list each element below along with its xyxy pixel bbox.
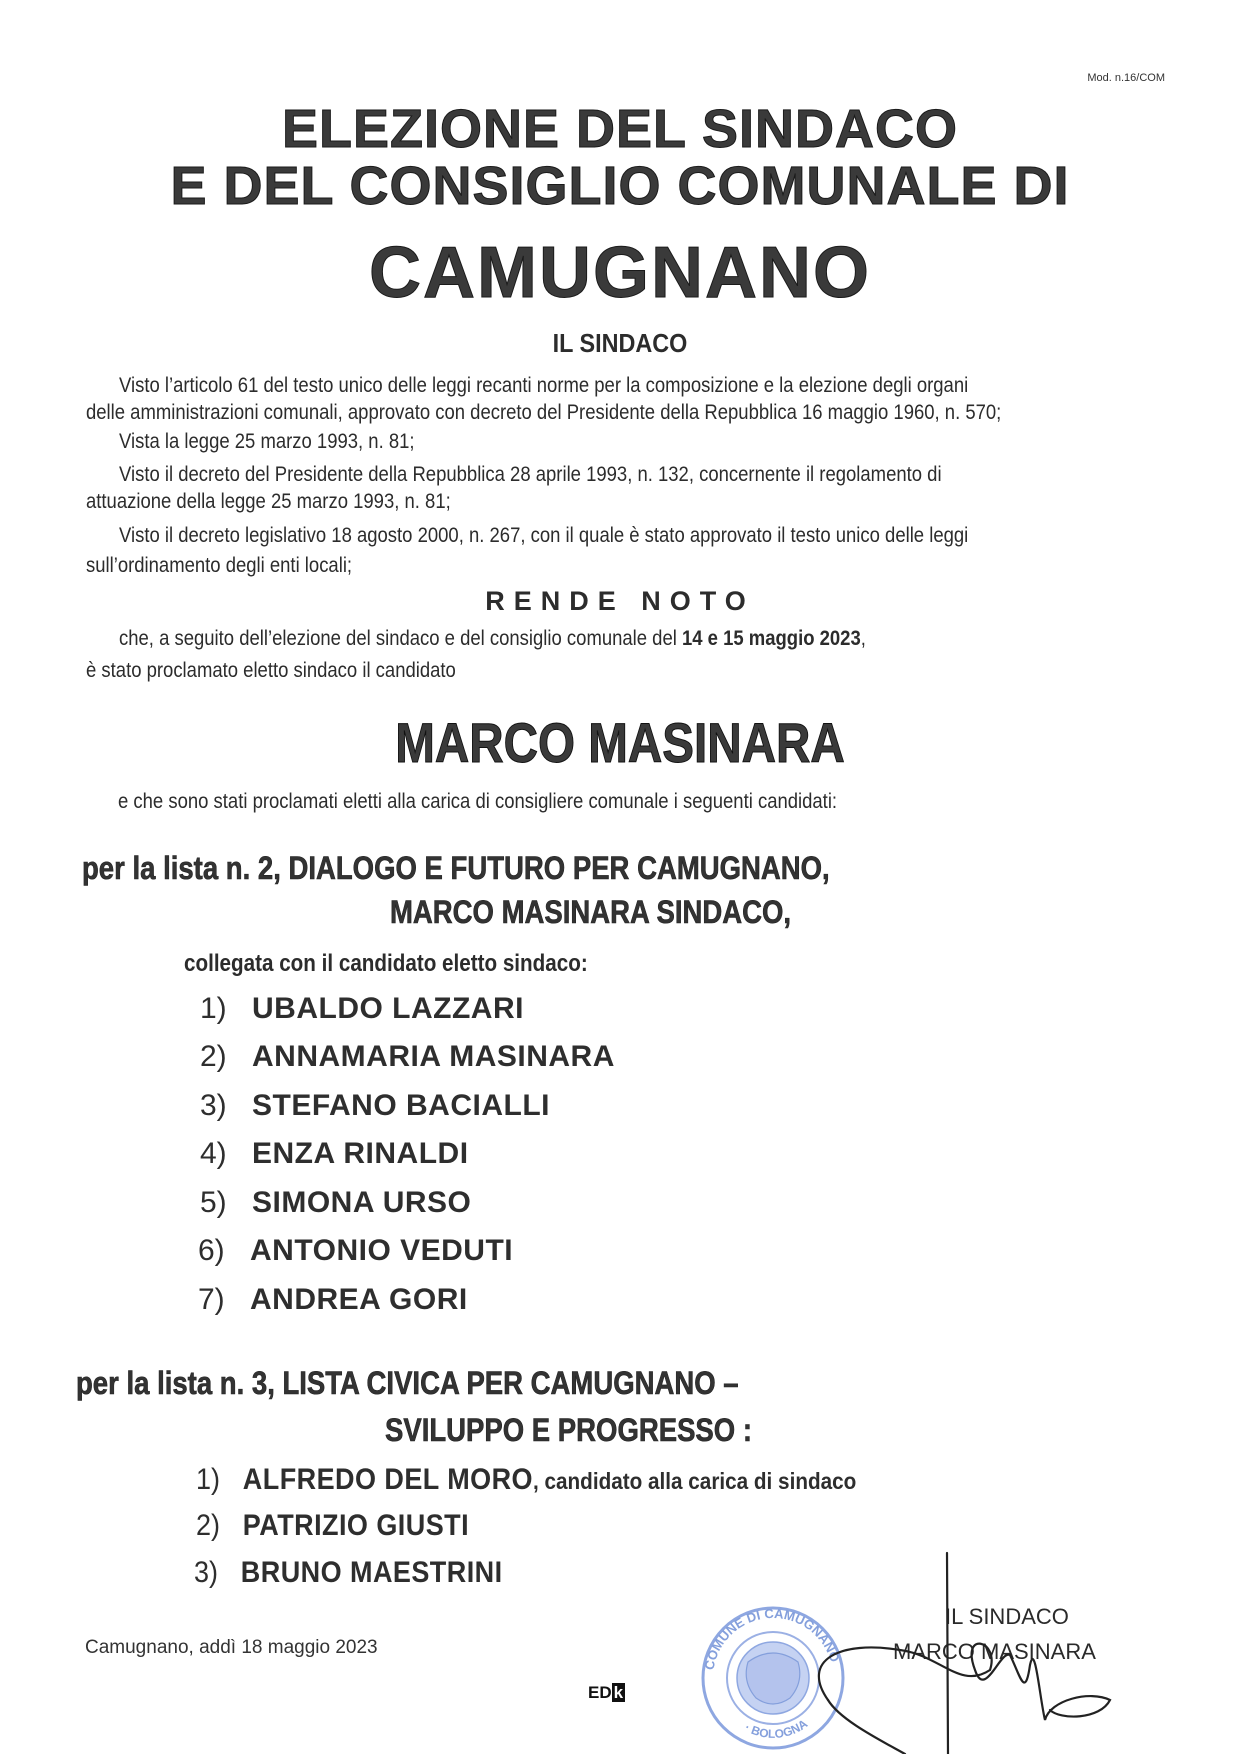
candidate-number: 1) <box>196 1463 221 1496</box>
candidate-row <box>200 1137 469 1171</box>
candidate-name: SIMONA URSO <box>252 1186 472 1219</box>
printer-logo-mark: k <box>613 1683 624 1702</box>
candidate-name: ENZA RINALDI <box>252 1137 469 1170</box>
preamble-line: attuazione della legge 25 marzo 1993, n. 81; <box>86 490 451 513</box>
preamble-line: Visto il decreto legislativo 18 agosto 2000, n. 267, con il quale è stato approvato il testo unico delle leggi <box>119 524 969 547</box>
candidate-number: 4) <box>200 1137 227 1170</box>
form-code: Mod. n.16/COM <box>1087 72 1165 84</box>
svg-text:· BOLOGNA: · BOLOGNA <box>742 1716 811 1742</box>
list-3-name-line-2: SVILUPPO E PROGRESSO : <box>385 1412 753 1448</box>
candidate-number: 3) <box>200 1089 227 1122</box>
candidate-number: 3) <box>194 1556 219 1589</box>
candidate-number: 2) <box>200 1040 227 1073</box>
councillors-intro: e che sono stati proclamati eletti alla carica di consigliere comunale i seguenti candidati: <box>118 790 838 813</box>
place-and-date: Camugnano, addì 18 maggio 2023 <box>85 1637 378 1658</box>
preamble-line: delle amministrazioni comunali, approvato con decreto del Presidente della Repubblica 16 maggio 1960, n. 570; <box>86 401 1002 424</box>
candidate-row <box>200 1186 471 1220</box>
candidate-row <box>200 1089 550 1123</box>
candidate-number: 2) <box>196 1509 221 1542</box>
candidate-name: ALFREDO DEL MORO <box>242 1463 534 1496</box>
candidate-row <box>198 1283 468 1317</box>
candidate-number: 5) <box>200 1186 227 1219</box>
preamble-line: Vista la legge 25 marzo 1993, n. 81; <box>119 430 415 453</box>
candidate-note: , candidato alla carica di sindaco <box>533 1468 857 1494</box>
announcement-line-2: è stato proclamato eletto sindaco il candidato <box>86 659 456 682</box>
preamble-line: Visto l’articolo 61 del testo unico delle leggi recanti norme per la composizione e la elezione degli organi <box>119 374 969 397</box>
election-dates: 14 e 15 maggio 2023 <box>681 627 861 650</box>
candidate-row <box>200 1040 615 1074</box>
candidate-number: 6) <box>198 1234 225 1267</box>
candidate-name: PATRIZIO GIUSTI <box>242 1509 470 1542</box>
title-line-1: ELEZIONE DEL SINDACO <box>281 99 959 159</box>
candidate-name: BRUNO MAESTRINI <box>240 1556 503 1589</box>
candidate-number: 7) <box>198 1283 225 1316</box>
list-2-prefix: per la lista n. 2, <box>82 850 289 886</box>
candidate-name: ANTONIO VEDUTI <box>250 1234 514 1267</box>
list-3-name-line-1: LISTA CIVICA PER CAMUGNANO – <box>282 1365 739 1401</box>
list-3-prefix: per la lista n. 3, <box>76 1365 283 1401</box>
municipality-name: CAMUGNANO <box>369 233 871 313</box>
list-2-name-line-1: DIALOGO E FUTURO PER CAMUGNANO, <box>288 850 830 886</box>
announcement-line-1 <box>119 627 866 651</box>
title-line-2: E DEL CONSIGLIO COMUNALE DI <box>170 156 1070 216</box>
candidate-row <box>196 1509 469 1543</box>
issuer-heading: IL SINDACO <box>552 328 688 358</box>
candidate-row <box>198 1234 513 1268</box>
announcement-comma: , <box>860 627 866 650</box>
candidate-name: ANNAMARIA MASINARA <box>252 1040 615 1073</box>
list-2-subheading: collegata con il candidato eletto sindaco: <box>184 950 588 977</box>
printer-logo <box>588 1683 625 1703</box>
list-2-heading <box>82 850 830 887</box>
preamble-line: sull’ordinamento degli enti locali; <box>86 554 353 577</box>
candidate-name: STEFANO BACIALLI <box>252 1089 550 1122</box>
preamble-line: Visto il decreto del Presidente della Repubblica 28 aprile 1993, n. 132, concernente il regolamento di <box>119 463 942 486</box>
svg-text:COMUNE DI CAMUGNANO: COMUNE DI CAMUGNANO <box>701 1605 843 1672</box>
candidate-number: 1) <box>200 992 227 1025</box>
candidate-row <box>200 992 524 1026</box>
printer-logo-text: ED <box>588 1683 612 1702</box>
candidate-name: UBALDO LAZZARI <box>252 992 524 1025</box>
candidate-row <box>196 1463 856 1497</box>
candidate-name: ANDREA GORI <box>250 1283 468 1316</box>
signature-title: IL SINDACO <box>945 1604 1069 1629</box>
elected-mayor-name: MARCO MASINARA <box>395 711 845 774</box>
announcement-text: che, a seguito dell’elezione del sindaco e del consiglio comunale del <box>119 627 682 650</box>
rende-noto-heading: RENDE NOTO <box>485 586 755 616</box>
signature-name: MARCO MASINARA <box>893 1639 1096 1664</box>
list-2-name-line-2: MARCO MASINARA SINDACO, <box>390 894 792 930</box>
list-3-heading <box>76 1365 739 1402</box>
candidate-row <box>194 1556 503 1590</box>
